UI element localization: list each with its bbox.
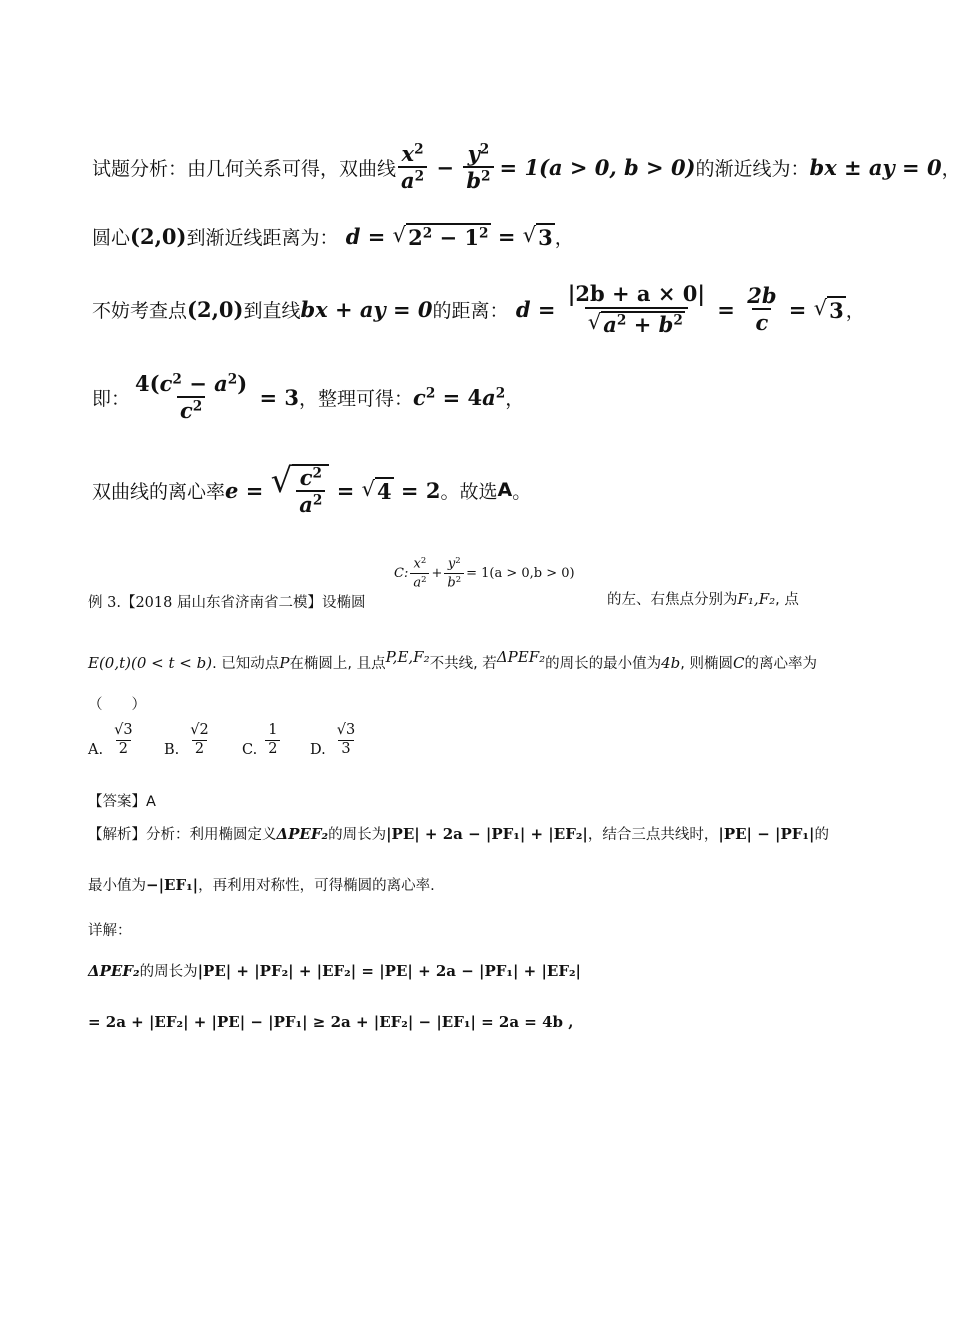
ellipse-c: C xyxy=(732,654,745,672)
value-4b: 4b xyxy=(661,654,681,672)
example-line1-end: 的左、右焦点分别为 xyxy=(607,592,738,608)
option-b-den: 2 xyxy=(192,740,207,758)
point-e: E(0,t)(0 < t < b) xyxy=(88,654,213,672)
example-line1-right xyxy=(607,588,799,609)
answer-paren: （ ） xyxy=(88,697,146,713)
analysis-line4-mid: ，整理可得： xyxy=(299,387,414,410)
point-line-distance: d = |2b + a × 0| √ $a^2 + b^2$ = $\frac{2b}{c}$ = √ 3 xyxy=(508,281,844,337)
line-equation: bx + ay = 0 xyxy=(300,296,433,322)
detail-perimeter-expression: |PE| + |PF₂| + |EF₂| = |PE| + 2a − |PF₁| + |EF₂| xyxy=(197,962,582,980)
analysis-line4-end: ， xyxy=(505,387,525,410)
detail-line-1 xyxy=(88,960,581,981)
solution-l1-d: 的 xyxy=(814,827,829,843)
triangle-pef2: ΔPEF₂ xyxy=(496,648,546,666)
analysis-line3-end: ， xyxy=(845,299,865,322)
analysis-line-3 xyxy=(92,280,865,338)
analysis-line5-prefix: 双曲线的离心率 xyxy=(92,480,226,503)
hyperbola-equation: $\frac{x^2}{a^2}$ − $\frac{y^2}{b^2}$ = 1(a > 0, b > 0) xyxy=(396,142,695,192)
analysis-line2-end: ， xyxy=(554,226,574,249)
analysis-line-1 xyxy=(92,142,961,192)
detail-l1-a: 的周长为 xyxy=(139,964,198,980)
option-d[interactable] xyxy=(310,723,360,758)
detail-triangle: ΔPEF₂ xyxy=(88,962,140,980)
circle-center: (2,0) xyxy=(130,223,187,249)
option-a-den: 2 xyxy=(116,740,131,758)
analysis-line-2 xyxy=(92,218,574,254)
detail-line-2 xyxy=(88,1012,573,1031)
example-line2-d: 的周长的最小值为 xyxy=(545,656,662,672)
difference-expression: |PE| − |PF₁| xyxy=(718,825,815,843)
points-pef2: P,E,F₂ xyxy=(385,648,430,666)
analysis-choice: A xyxy=(497,479,513,501)
example-line-2 xyxy=(88,648,817,673)
option-b-label: B. xyxy=(164,741,180,758)
solution-line-2 xyxy=(88,874,435,895)
min-value-expression: −|EF₁| xyxy=(146,876,199,894)
distance-formula: d = √ $2^2 - 1^2$ = √ 3 xyxy=(338,222,553,250)
foci-labels: F₁,F₂ xyxy=(737,590,776,608)
option-c-label: C. xyxy=(242,741,258,758)
solution-l2-b: ，再利用对称性，可得椭圆的离心率. xyxy=(198,878,435,894)
analysis-line1-mid: 的渐近线为： xyxy=(695,157,810,180)
option-a-num: √3 xyxy=(114,722,133,738)
option-d-den: 3 xyxy=(338,740,353,758)
c-squared-result: $c^2$ = 4 $a^2$ xyxy=(413,384,506,410)
analysis-line1-end: ， xyxy=(941,157,961,180)
solution-l1-a: 分析：利用椭圆定义 xyxy=(146,827,277,843)
analysis-line2-mid: 到渐近线距离为： xyxy=(186,226,339,249)
ellipse-equation: C: $\frac{x^2}{a^2}$ + $\frac{y^2}{b^2}$ = 1(a > 0,b > 0) xyxy=(394,555,575,591)
asymptote-equation: bx ± ay = 0 xyxy=(809,154,942,180)
option-c-num: 1 xyxy=(268,722,278,738)
solution-triangle: ΔPEF₂ xyxy=(276,825,329,843)
example-line2-b: 在椭圆上, 且点 xyxy=(289,656,386,672)
option-b-num: √2 xyxy=(190,722,209,738)
solution-line-1 xyxy=(88,823,829,844)
hyperbola-equation-rhs: = 1(a > 0, b > 0) xyxy=(499,154,696,180)
option-c[interactable] xyxy=(242,723,282,758)
perimeter-expression: |PE| + 2a − |PF₁| + |EF₂| xyxy=(386,825,588,843)
eccentricity-equation: $\frac{4(c^2 - a^2)}{c^2}$ = 3 xyxy=(135,370,299,423)
analysis-line3-mid: 到直线 xyxy=(243,299,301,322)
example-line1-tail: , 点 xyxy=(775,592,799,608)
option-b[interactable] xyxy=(164,723,214,758)
eccentricity-value: e = √ $\frac{c^2}{a^2}$ = √ 4 = 2 xyxy=(225,460,441,517)
detail-label: 详解： xyxy=(88,923,132,939)
analysis-line5-end: 。故选 xyxy=(440,480,498,503)
option-a-label: A. xyxy=(88,741,104,758)
example-line2-a: . 已知动点 xyxy=(212,656,280,672)
solution-l1-b: 的周长为 xyxy=(328,827,387,843)
ellipse-lead: C: xyxy=(394,565,409,581)
option-c-den: 2 xyxy=(265,740,280,758)
example-label: 例 3.【2018 届山东省济南省二模】设椭圆 xyxy=(88,595,366,611)
detail-inequality-expression: = 2a + |EF₂| + |PE| − |PF₁| ≥ 2a + |EF₂| − |EF₁| = 2a = 4b , xyxy=(88,1013,574,1031)
analysis-line2-prefix: 圆心 xyxy=(92,226,131,249)
option-d-label: D. xyxy=(310,741,326,758)
point-p: P xyxy=(279,654,290,672)
analysis-line-4 xyxy=(92,364,524,430)
example-line2-e: , 则椭圆 xyxy=(680,656,733,672)
analysis-line3-prefix: 不妨考查点 xyxy=(92,299,188,322)
ellipse-tail: = 1(a > 0,b > 0) xyxy=(466,565,575,581)
solution-label: 【解析】 xyxy=(88,827,146,843)
options-row xyxy=(88,723,388,769)
analysis-line1-prefix: 试题分析：由几何关系可得，双曲线 xyxy=(92,157,397,180)
distance-numerator: |2b + a × 0| xyxy=(567,281,705,307)
example-line2-f: 的离心率为 xyxy=(744,656,817,672)
analysis-line5-period: 。 xyxy=(512,480,532,503)
example-line2-c: 不共线, 若 xyxy=(429,656,497,672)
point-2-0: (2,0) xyxy=(187,296,244,322)
option-a[interactable] xyxy=(88,723,138,758)
analysis-line4-prefix: 即： xyxy=(92,387,131,410)
analysis-line-5 xyxy=(92,458,531,522)
solution-l1-c: ，结合三点共线时， xyxy=(587,827,719,843)
analysis-line3-after: 的距离： xyxy=(432,299,509,322)
option-d-num: √3 xyxy=(336,722,356,738)
solution-l2-a: 最小值为 xyxy=(88,878,146,894)
answer-line: 【答案】A xyxy=(88,794,156,810)
